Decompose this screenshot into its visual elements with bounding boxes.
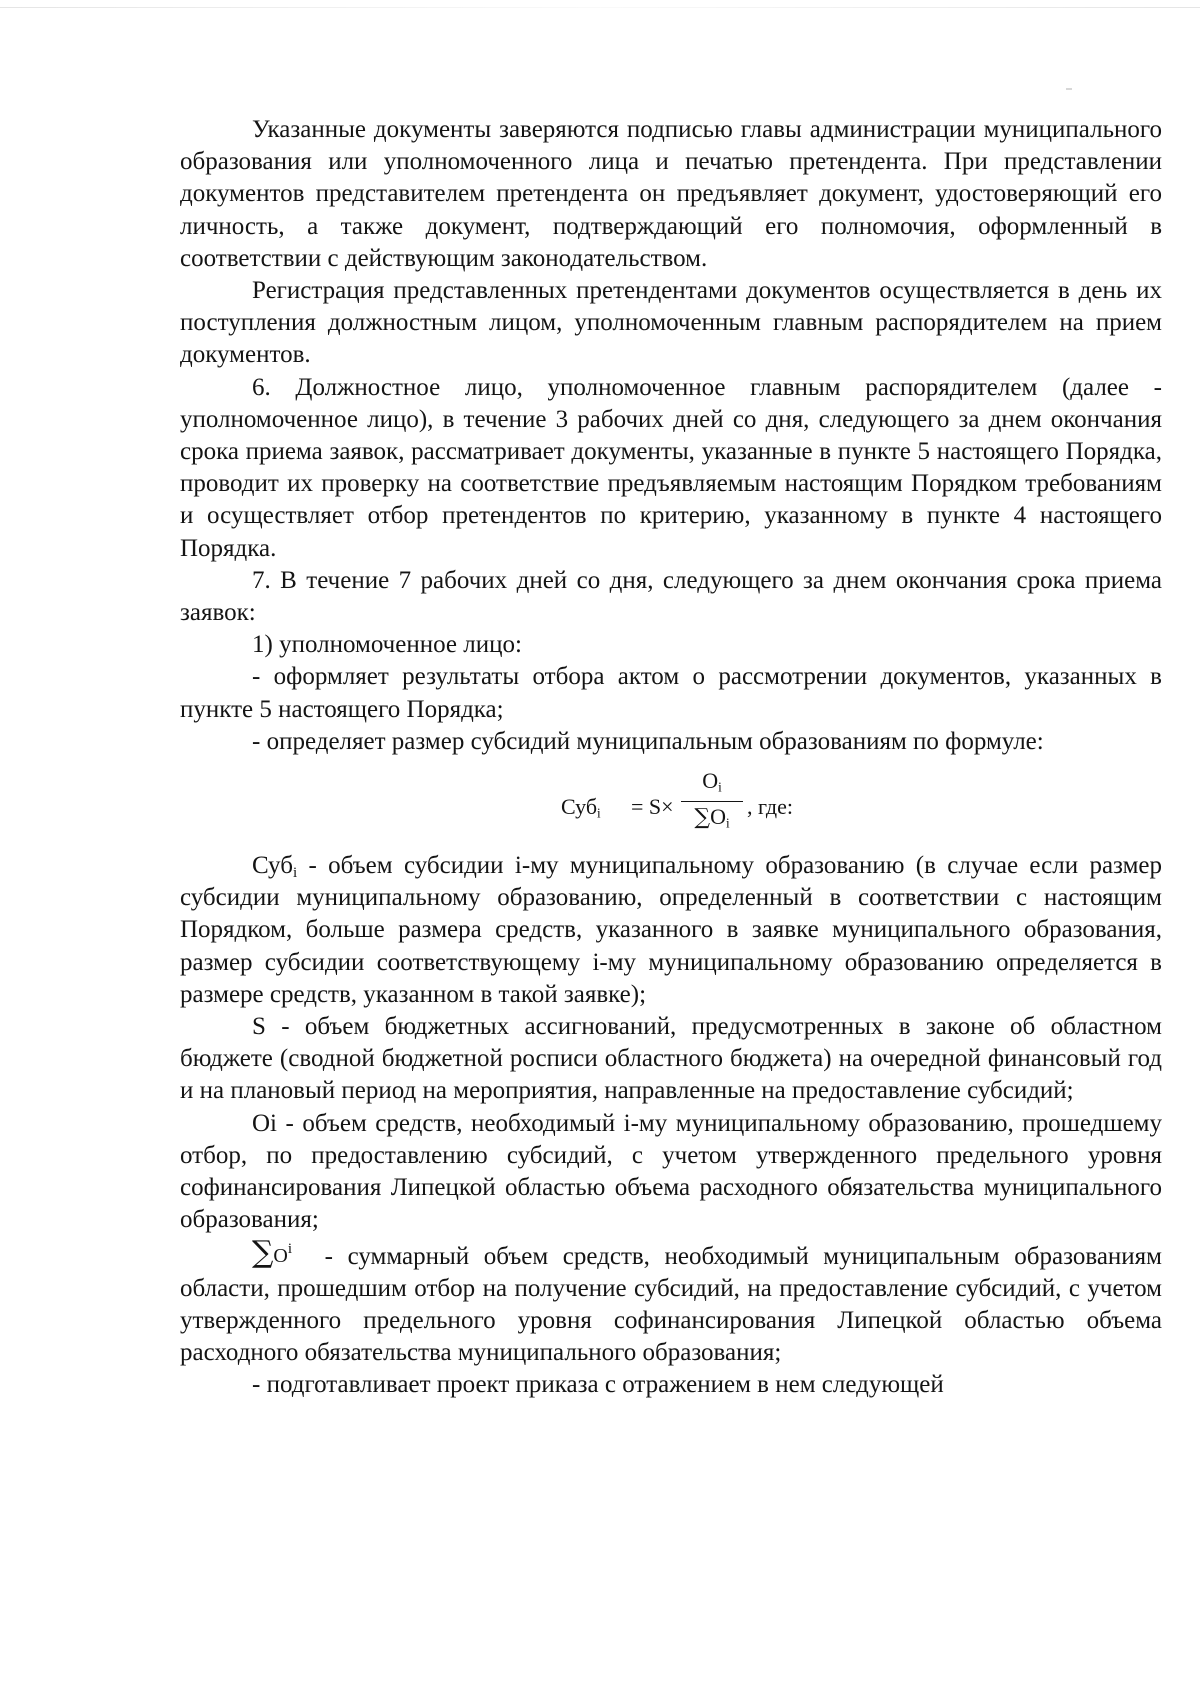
formula-lhs-main: Суб [561,794,598,820]
definition-oi: Oi - объем средств, необходимый i-му муниципальному образованию, прошедшему отбор, по предоставлению субсидий, с учетом утвержденного предельного уровня софинансирования Липецкой областью объема расходного обязательства муниципального образования; [180,1109,1162,1234]
paragraph-item-7: 7. В течение 7 рабочих дней со дня, следующего за днем окончания срока приема заявок: [180,566,1162,627]
scan-edge-line [0,7,1200,8]
formula-num-main: O [702,768,719,794]
definition-sub-i [180,850,1162,1011]
definition-sum-oi [180,1234,1162,1370]
formula-num-sub: i [718,779,722,795]
sigma-icon: ∑ [694,805,711,831]
formula-equals: = S× [631,794,674,820]
formula-denominator [679,806,745,829]
sum-oi-symbol [252,1234,293,1272]
scan-speck [1066,88,1072,90]
paragraph-determines-size: - определяет размер субсидий муниципальным образованиям по формуле: [252,727,1044,755]
sum-oi-sub: i [287,1240,293,1257]
document-body [180,114,1162,1402]
paragraph-documents-certified: Указанные документы заверяются подписью главы администрации муниципального образования или уполномоченного лица и печатью претендента. При представлении документов представителем претендента он предъявляет документ, удостоверяющий его личность, а также документ, подтверждающий его полномочия, оформленный в соответствии с действующим законодательством. [180,116,1162,272]
definition-sub-text: - объем субсидии i-му муниципальному образованию (в случае если размер субсидии муниципальному образованию, определенный в соответствии с настоящим Порядком, больше размера средств, указанного в заявке муниципального образования, размер субсидии соответствующему i-му муниципальному образованию определяется в размере средств, указанном в такой заявке); [180,852,1162,1008]
sigma-icon: ∑ [252,1234,274,1270]
definition-sub-term: Суб [252,852,293,880]
definition-sub-index: i [292,864,298,881]
paragraph-formalizes-results: - оформляет результаты отбора актом о рассмотрении документов, указанных в пункте 5 настоящего Порядка; [180,663,1162,723]
formula-row [180,758,1162,850]
formula-tail: , где: [747,794,793,820]
formula-den-main: O [710,804,726,830]
definition-s: S - объем бюджетных ассигнований, предусмотренных в законе об областном бюджете (сводной бюджетной росписи областного бюджета) на очередной финансовый год и на плановый период на мероприятия, направленные на предоставление субсидий; [180,1013,1162,1105]
paragraph-prepares-order: - подготавливает проект приказа с отражением в нем следующей [252,1371,944,1399]
definition-sum-text: - суммарный объем средств, необходимый муниципальным образованиям области, прошедшим отбор на получение субсидий, на предоставление субсидий, с учетом утвержденного предельного уровня софинансирования Липецкой областью объема расходного обязательства муниципального образования; [180,1242,1162,1367]
paragraph-item-6: 6. Должностное лицо, уполномоченное главным распорядителем (далее - уполномоченное лицо), в течение 3 рабочих дней со дня, следующего за днем окончания срока приема заявок, рассматривает документы, указанные в пункте 5 настоящего Порядка, проводит их проверку на соответствие предъявляемым настоящим Порядком требованиям и осуществляет отбор претендентов по критерию, указанному в пункте 4 настоящего Порядка. [180,373,1162,562]
formula-fraction-bar [681,801,743,802]
formula-den-sub: i [725,815,730,831]
paragraph-subitem-1: 1) уполномоченное лицо: [252,631,522,659]
paragraph-registration: Регистрация представленных претендентами документов осуществляется в день их поступления должностным лицом, уполномоченным главным распорядителем на прием документов. [180,277,1162,369]
formula-numerator [685,768,739,795]
formula-lhs-sub: i [597,805,601,821]
sum-oi-main: O [273,1244,288,1267]
formula-lhs [561,794,601,821]
